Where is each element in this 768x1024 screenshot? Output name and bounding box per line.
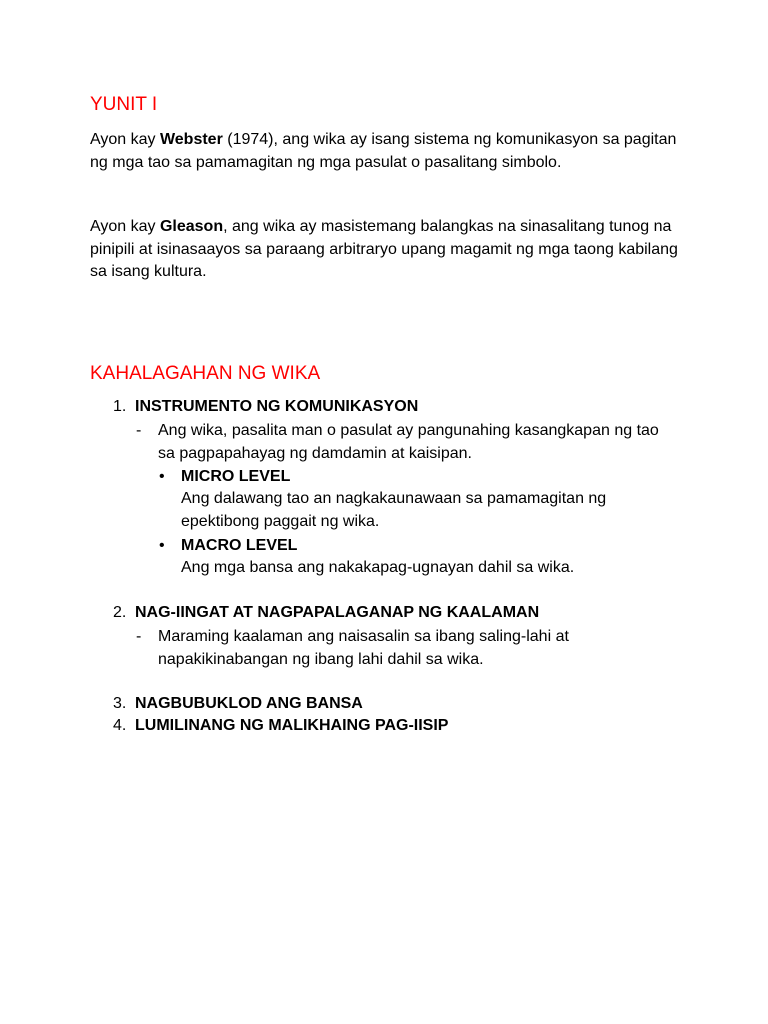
list-number: 1. bbox=[113, 398, 127, 415]
micro-level-description: Ang dalawang tao an nagkakaunawaan sa pamamagitan ng epektibong paggait ng wika. bbox=[181, 490, 607, 530]
item2-description-text: Maraming kaalaman ang naisasalin sa ibang saling-lahi at napakikinabangan ng ibang lahi dahil sa wika. bbox=[158, 628, 569, 668]
list-number: 4. bbox=[113, 717, 127, 734]
paragraph-webster-post: (1974), ang wika ay isang sistema ng komunikasyon sa pagitan ng mga tao sa pamamagitan ng mga pasulat o pasalitang simbolo. bbox=[90, 131, 677, 171]
list-number: 3. bbox=[113, 695, 127, 712]
list-item-title: NAGBUBUKLOD ANG BANSA bbox=[135, 695, 363, 712]
paragraph-gleason-pre: Ayon kay bbox=[90, 218, 160, 235]
paragraph-webster bbox=[90, 129, 690, 174]
paragraph-gleason bbox=[90, 216, 690, 284]
dash-marker: - bbox=[136, 422, 142, 439]
paragraph-webster-name: Webster bbox=[159, 131, 223, 148]
list-item-title: NAG-IINGAT AT NAGPAPALAGANAP NG KAALAMAN bbox=[135, 604, 540, 621]
paragraph-gleason-post: , ang wika ay masistemang balangkas na sinasalitang tunog na pinipili at isinasaayos sa paraang arbitraryo upang magamit ng mga taong kabilang sa isang kultura. bbox=[90, 218, 678, 280]
item1-description-text: Ang wika, pasalita man o pasulat ay pangunahing kasangkapan ng tao sa pagpapahayag ng damdamin at kaisipan. bbox=[158, 422, 659, 462]
bullet-icon: • bbox=[159, 537, 165, 554]
bullet-icon: • bbox=[159, 468, 165, 485]
macro-level-description: Ang mga bansa ang nakakapag-ugnayan dahil sa wika. bbox=[181, 559, 575, 576]
paragraph-webster-pre: Ayon kay bbox=[90, 131, 160, 148]
micro-level-title: MICRO LEVEL bbox=[181, 468, 291, 485]
heading-kahalagahan: KAHALAGAHAN NG WIKA bbox=[90, 363, 321, 384]
macro-level-title: MACRO LEVEL bbox=[181, 537, 298, 554]
list-item-title: LUMILINANG NG MALIKHAING PAG-IISIP bbox=[135, 717, 449, 734]
list-number: 2. bbox=[113, 604, 127, 621]
heading-yunit: YUNIT I bbox=[90, 94, 158, 115]
paragraph-gleason-name: Gleason bbox=[159, 218, 224, 235]
dash-marker: - bbox=[136, 628, 142, 645]
list-item-title: INSTRUMENTO NG KOMUNIKASYON bbox=[135, 398, 419, 415]
